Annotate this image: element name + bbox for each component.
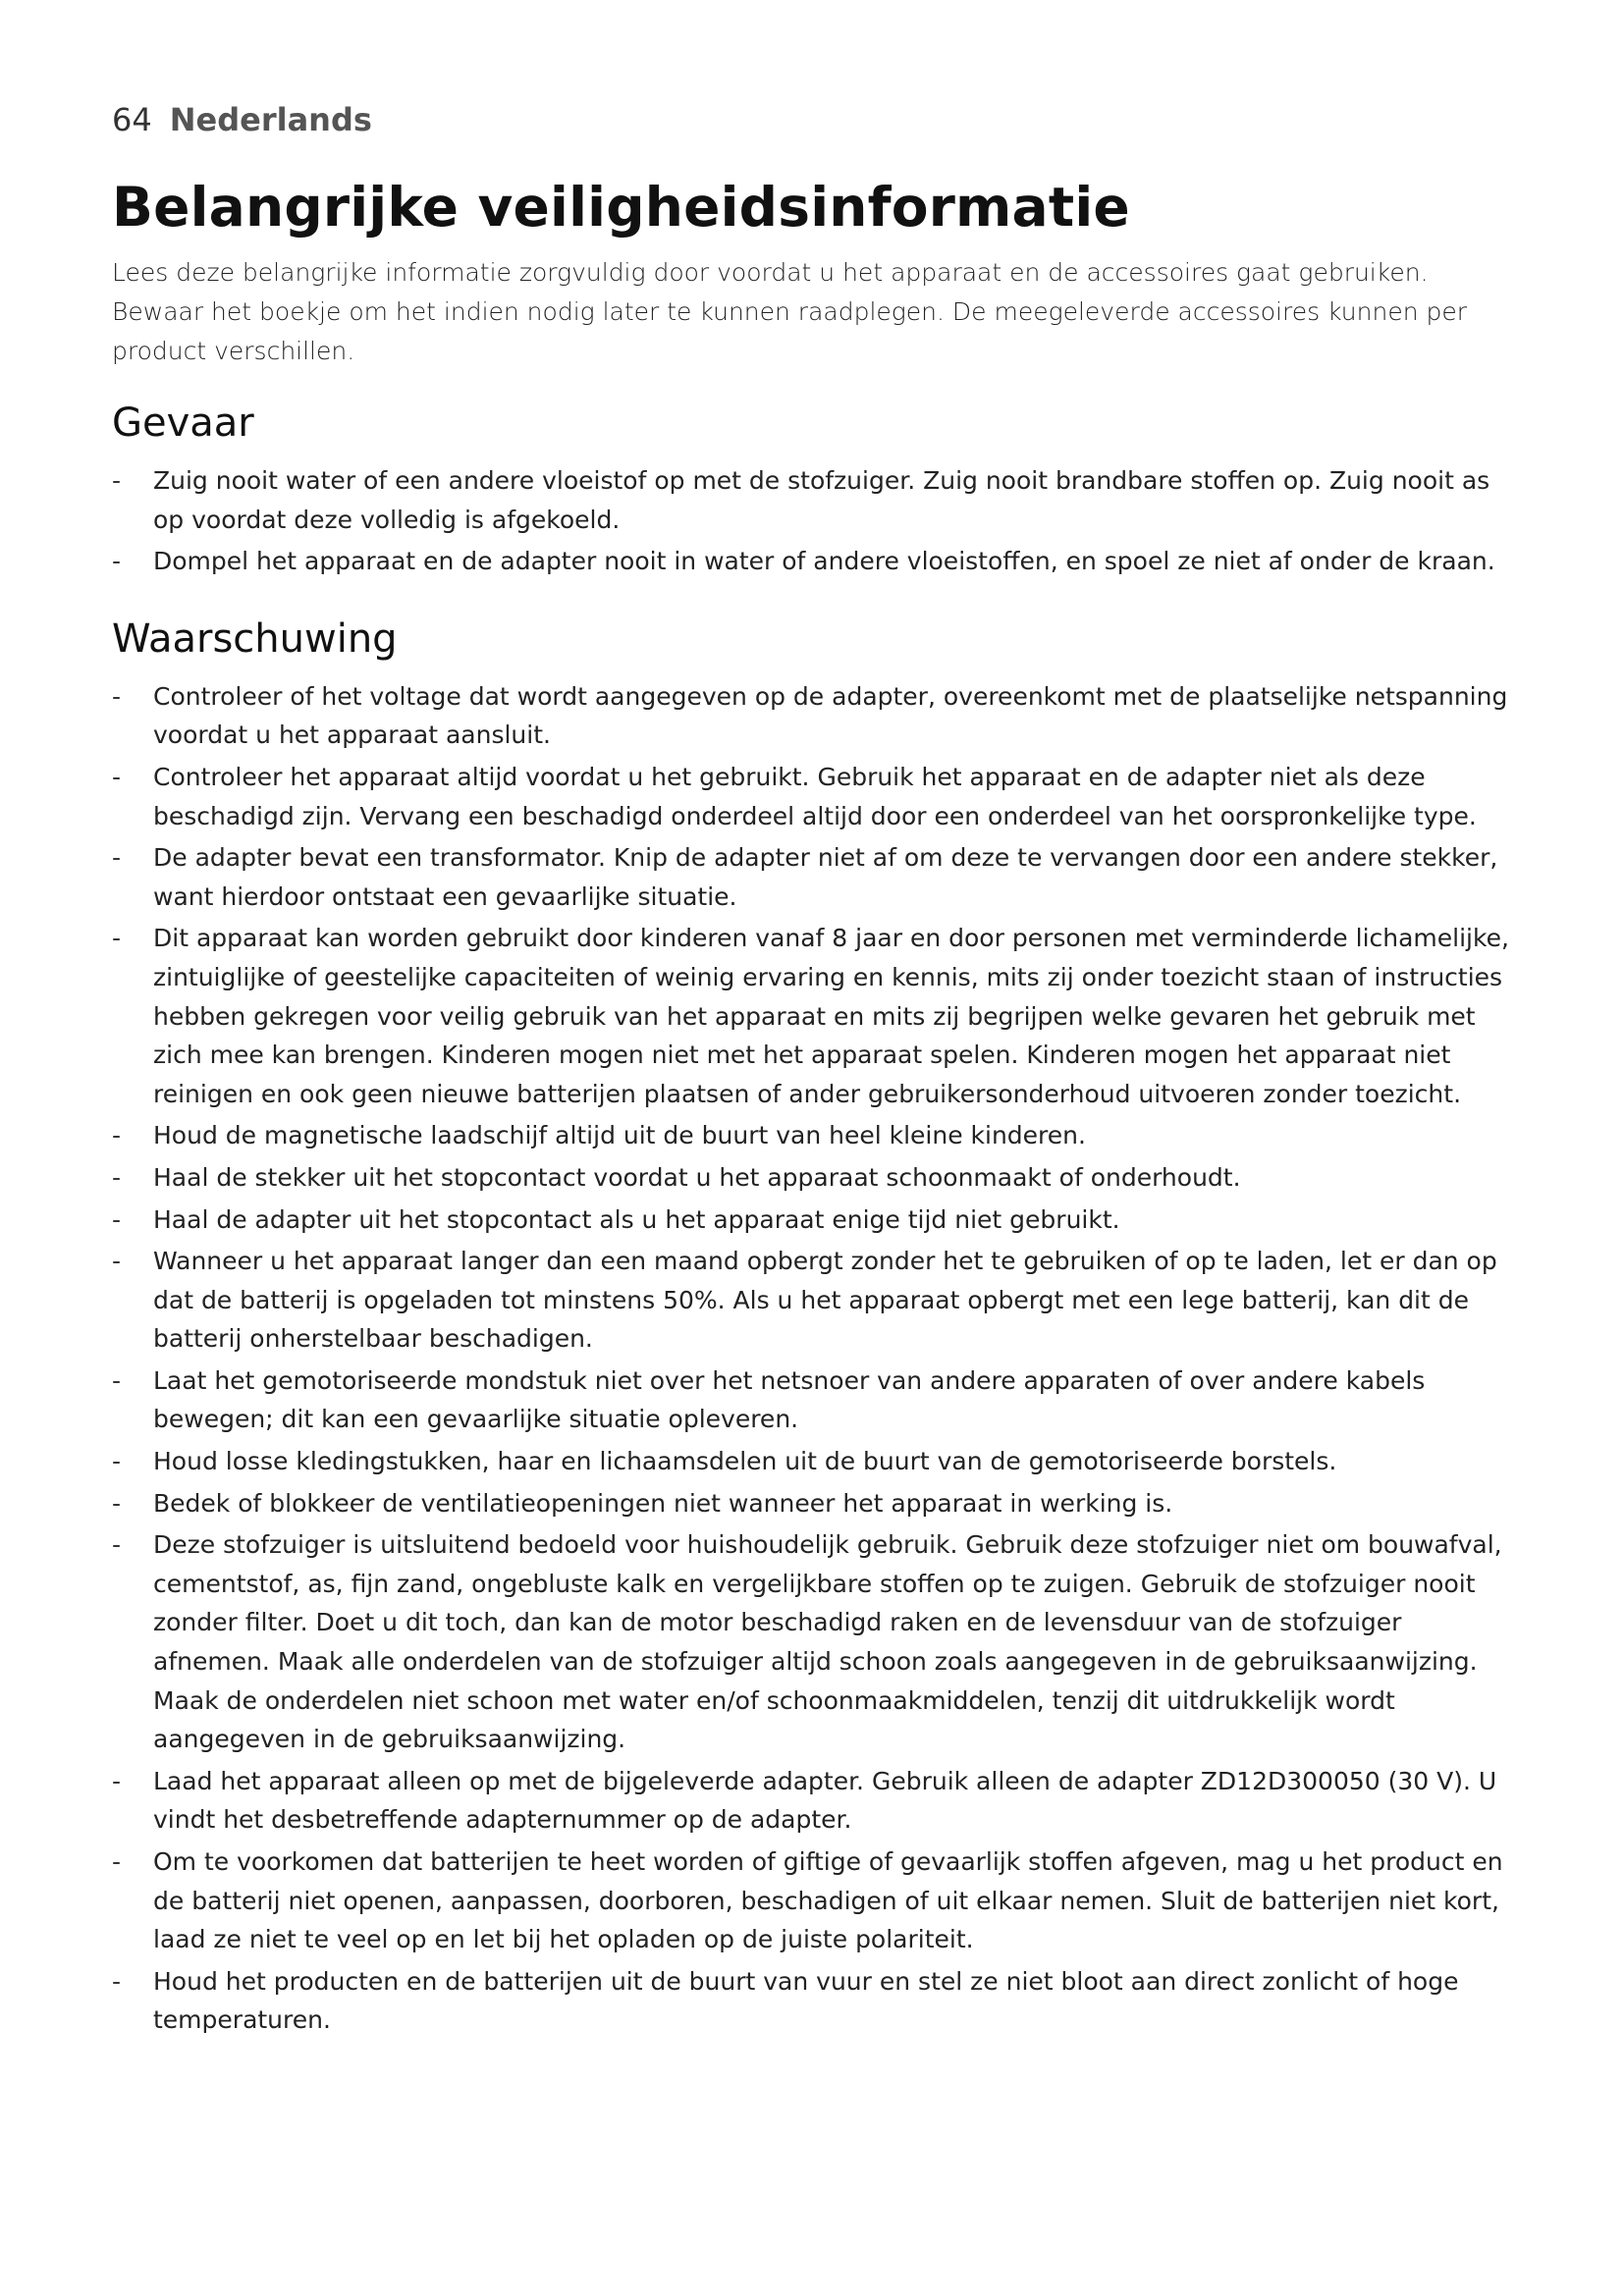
- list-item: [112, 542, 1516, 581]
- list-item-text: Houd de magnetische laadschijf altijd uit de buurt van heel kleine kinderen.: [153, 1121, 1086, 1150]
- list-item: [112, 919, 1516, 1113]
- bullet-list: [112, 677, 1516, 2040]
- bullet-dash: -: [112, 1966, 122, 1996]
- list-item: [112, 1762, 1516, 1840]
- bullet-dash: -: [112, 1847, 122, 1876]
- running-header: [112, 100, 372, 139]
- bullet-dash: -: [112, 1121, 122, 1150]
- list-item: [112, 1525, 1516, 1759]
- bullet-dash: -: [112, 1488, 122, 1518]
- list-item: [112, 677, 1516, 755]
- list-item: [112, 1442, 1516, 1481]
- bullet-dash: -: [112, 1447, 122, 1476]
- list-item: [112, 1201, 1516, 1240]
- bullet-dash: -: [112, 1365, 122, 1395]
- list-item: [112, 1842, 1516, 1959]
- section-warning: [112, 613, 1516, 2040]
- list-item-text: Houd het producten en de batterijen uit de buurt van vuur en stel ze niet bloot aan direct zonlicht of hoge temperaturen.: [153, 1966, 1459, 2035]
- list-item-text: Deze stofzuiger is uitsluitend bedoeld voor huishoudelijk gebruik. Gebruik deze stofzuiger niet om bouwafval, cementstof, as, fijn zand, ongebluste kalk en vergelijkbare stoffen op te zuigen. Gebruik de stofzuiger nooit zonder filter. Doet u dit toch, dan kan de motor beschadigd raken en de levensduur van de stofzuiger afnemen. Maak alle onderdelen van de stofzuiger altijd schoon zoals aangegeven in de gebruiksaanwijzing. Maak de onderdelen niet schoon met water en/of schoonmaakmiddelen, tenzij dit uitdrukkelijk wordt aangegeven in de gebruiksaanwijzing.: [153, 1530, 1502, 1754]
- list-item: [112, 1484, 1516, 1523]
- list-item-text: Dompel het apparaat en de adapter nooit in water of andere vloeistoffen, en spoel ze niet af onder de kraan.: [153, 547, 1495, 576]
- page-title: Belangrijke veiligheidsinformatie: [112, 176, 1130, 239]
- list-item-text: Laat het gemotoriseerde mondstuk niet over het netsnoer van andere apparaten of over andere kabels bewegen; dit kan een gevaarlijke situatie opleveren.: [153, 1365, 1426, 1434]
- bullet-dash: -: [112, 762, 122, 791]
- list-item: [112, 1158, 1516, 1198]
- list-item-text: Om te voorkomen dat batterijen te heet worden of giftige of gevaarlijk stoffen afgeven, mag u het product en de batterij niet openen, aanpassen, doorboren, beschadigen of uit elkaar nemen. Sluit de batterijen niet kort, laad ze niet te veel op en let bij het opladen op de juiste polariteit.: [153, 1847, 1503, 1954]
- language-label: Nederlands: [169, 101, 372, 138]
- list-item-text: Houd losse kledingstukken, haar en lichaamsdelen uit de buurt van de gemotoriseerde borstels.: [153, 1447, 1337, 1476]
- section-heading: Gevaar: [112, 400, 254, 446]
- list-item-text: De adapter bevat een transformator. Knip de adapter niet af om deze te vervangen door een andere stekker, want hierdoor ontstaat een gevaarlijke situatie.: [153, 843, 1498, 911]
- list-item: [112, 1242, 1516, 1359]
- bullet-dash: -: [112, 466, 122, 495]
- section-danger: [112, 397, 1516, 581]
- content-area: [112, 169, 1516, 2043]
- list-item-text: Controleer het apparaat altijd voordat u het gebruikt. Gebruik het apparaat en de adapter niet als deze beschadigd zijn. Vervang een beschadigd onderdeel altijd door een onderdeel van het oorspronkelijke type.: [153, 762, 1477, 830]
- list-item: [112, 838, 1516, 916]
- list-item: [112, 1362, 1516, 1439]
- bullet-dash: -: [112, 924, 122, 953]
- bullet-list: [112, 461, 1516, 581]
- bullet-dash: -: [112, 1162, 122, 1192]
- list-item-text: Bedek of blokkeer de ventilatieopeningen niet wanneer het apparaat in werking is.: [153, 1488, 1173, 1518]
- bullet-dash: -: [112, 1766, 122, 1795]
- bullet-dash: -: [112, 843, 122, 873]
- list-item: [112, 461, 1516, 539]
- bullet-dash: -: [112, 681, 122, 711]
- bullet-dash: -: [112, 1530, 122, 1560]
- page-number: 64: [112, 101, 152, 138]
- bullet-dash: -: [112, 1204, 122, 1234]
- list-item: [112, 1116, 1516, 1155]
- list-item: [112, 758, 1516, 835]
- bullet-dash: -: [112, 1247, 122, 1276]
- list-item-text: Haal de adapter uit het stopcontact als u het apparaat enige tijd niet gebruikt.: [153, 1204, 1120, 1234]
- section-heading: Waarschuwing: [112, 615, 398, 662]
- list-item-text: Dit apparaat kan worden gebruikt door kinderen vanaf 8 jaar en door personen met verminderde lichamelijke, zintuiglijke of geestelijke capaciteiten of weinig ervaring en kennis, mits zij onder toezicht staan of instructies hebben gekregen voor veilig gebruik van het apparaat en mits zij begrijpen welke gevaren het gebruik met zich mee kan brengen. Kinderen mogen niet met het apparaat spelen. Kinderen mogen het apparaat niet reinigen en ook geen nieuwe batterijen plaatsen of ander gebruikersonderhoud uitvoeren zonder toezicht.: [153, 924, 1509, 1108]
- bullet-dash: -: [112, 547, 122, 576]
- list-item-text: Wanneer u het apparaat langer dan een maand opbergt zonder het te gebruiken of op te laden, let er dan op dat de batterij is opgeladen tot minstens 50%. Als u het apparaat opbergt met een lege batterij, kan dit de batterij onherstelbaar beschadigen.: [153, 1247, 1497, 1354]
- list-item: [112, 1962, 1516, 2040]
- list-item-text: Controleer of het voltage dat wordt aangegeven op de adapter, overeenkomt met de plaatselijke netspanning voordat u het apparaat aansluit.: [153, 681, 1508, 750]
- list-item-text: Haal de stekker uit het stopcontact voordat u het apparaat schoonmaakt of onderhoudt.: [153, 1162, 1241, 1192]
- list-item-text: Laad het apparaat alleen op met de bijgeleverde adapter. Gebruik alleen de adapter ZD12D300050 (30 V). U vindt het desbetreffende adapternummer op de adapter.: [153, 1766, 1497, 1835]
- intro-paragraph: Lees deze belangrijke informatie zorgvuldig door voordat u het apparaat en de accessoires gaat gebruiken. Bewaar het boekje om het indien nodig later te kunnen raadplegen. De meegeleverde accessoires kunnen per product verschillen.: [112, 258, 1468, 365]
- list-item-text: Zuig nooit water of een andere vloeistof op met de stofzuiger. Zuig nooit brandbare stoffen op. Zuig nooit as op voordat deze volledig is afgekoeld.: [153, 466, 1490, 534]
